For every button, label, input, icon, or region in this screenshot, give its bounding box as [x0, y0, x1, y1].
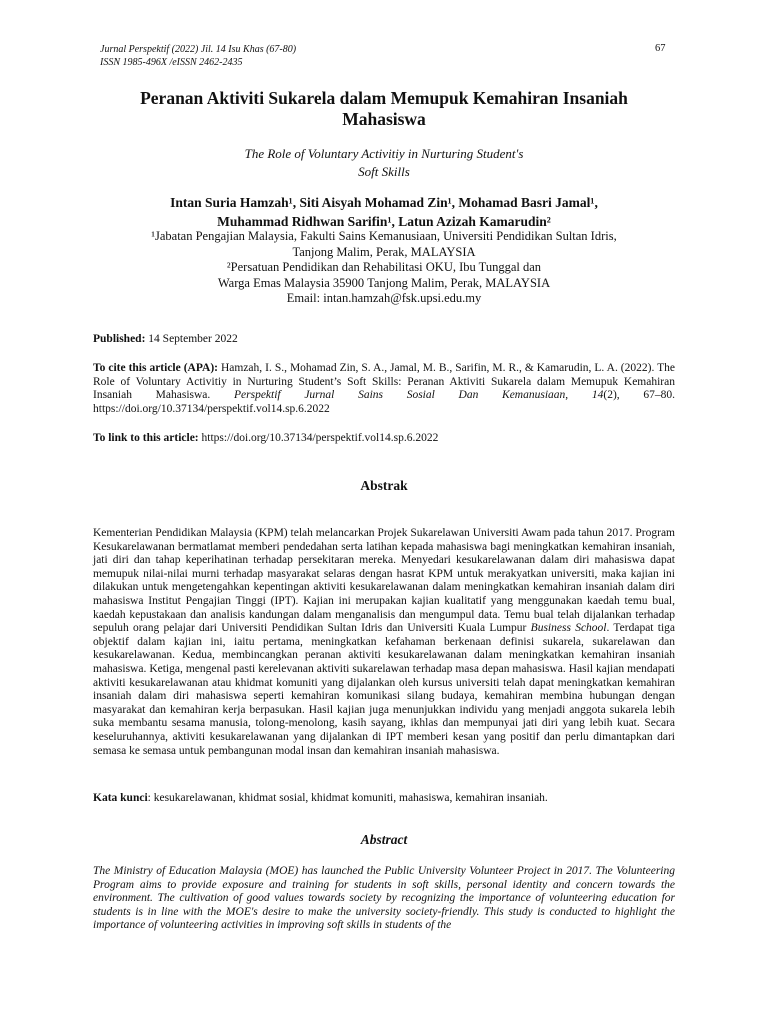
cite-separator: ,: [565, 389, 569, 401]
page-number: 67: [655, 43, 666, 54]
article-subtitle: [100, 145, 668, 181]
email-line: Email: intan.hamzah@fsk.upsi.edu.my: [286, 291, 482, 305]
abstrak-heading: Abstrak: [360, 478, 408, 493]
journal-citation-line: Jurnal Perspektif (2022) Jil. 14 Isu Khas (67-80): [100, 44, 297, 55]
link-label: To link to this article:: [93, 432, 199, 444]
subtitle-line: Soft Skills: [358, 164, 410, 179]
keywords-label: Kata kunci: [93, 792, 148, 804]
affiliations: [100, 229, 668, 307]
authors-line: Muhammad Ridhwan Sarifin¹, Latun Azizah Kamarudin²: [217, 214, 551, 229]
affiliation-line: ²Persatuan Pendidikan dan Rehabilitasi OKU, Ibu Tunggal dan: [226, 260, 542, 274]
subtitle-line: The Role of Voluntary Activitiy in Nurturing Student's: [244, 146, 524, 161]
author-list: [100, 193, 668, 231]
abstrak-text: . Terdapat tiga objektif dalam kajian ini, iaitu pertama, meningkatkan kefahaman berkenaan definisi sukarela, sukarelawan dan kesukarelawanan. Kedua, membincangkan peranan aktiviti kesukarelawanan dalam meningkatkan kemahiran insaniah mahasiswa. Ketiga, mengenal pasti kerelevanan aktiviti sukarelawan terhadap masa depan mahasiswa. Hasil kajian mendapati aktiviti kesukarelawanan atau khidmat komuniti yang dijalankan oleh kursus universiti telah dapat meningkatkan kemahiran insaniah dalam diri mahasiswa seperti kemahiran komunikasi silang budaya, kemahiran membina hubungan dengan masyarakat dan kemahiran kerja berpasukan. Hasil kajian juga menunjukkan individu yang menjadi anggota sukarela lebih suka membantu sesama manusia, tolong-menolong, kasih sayang, ikhlas dan mempunyai jati diri yang lebih kuat. Secara keseluruhannya, aktiviti kesukarelawanan yang dijalankan di IPT memberi kesan yang positif dan perlu dimantapkan dari semasa ke semasa untuk pembangunan modal insan dan kemahiran insaniah mahasiswa.: [93, 622, 676, 757]
citation-block: [93, 362, 675, 416]
article-title: Peranan Aktiviti Sukarela dalam Memupuk Kemahiran Insaniah Mahasiswa: [140, 88, 628, 129]
doi-link[interactable]: https://doi.org/10.37134/perspektif.vol14.sp.6.2022: [201, 432, 439, 444]
published-line: [93, 333, 675, 347]
abstract-heading: Abstract: [360, 832, 408, 847]
abstract-paragraph: The Ministry of Education Malaysia (MOE) has launched the Public University Volunteer Project in 2017. The Volunteering Program aims to provide exposure and training for students in soft skills, personal identity and concern towards the environment. The cultivation of good values towards society by recognizing the importance of volunteering education for students is in line with the MOE's desire to make the university society-friendly. This study is conducted to highlight the importance of volunteering activities in improving soft skills in students of the: [93, 865, 675, 932]
affiliation-line: Warga Emas Malaysia 35900 Tanjong Malim, Perak, MALAYSIA: [217, 275, 551, 290]
keywords-line: [93, 792, 675, 806]
issn-line: ISSN 1985-496X /eISSN 2462-2435: [100, 57, 243, 68]
published-label: Published:: [93, 333, 146, 345]
published-date: 14 September 2022: [148, 333, 238, 345]
abstrak-italic-term: Business School: [530, 622, 607, 635]
affiliation-line: Tanjong Malim, Perak, MALAYSIA: [292, 244, 476, 259]
authors-line: Intan Suria Hamzah¹, Siti Aisyah Mohamad Zin¹, Mohamad Basri Jamal¹,: [170, 195, 598, 210]
abstrak-paragraph: [93, 527, 675, 758]
affiliation-line: ¹Jabatan Pengajian Malaysia, Fakulti Sains Kemanusiaan, Universiti Pendidikan Sultan Idris,: [151, 229, 617, 243]
running-header: [100, 43, 680, 69]
cite-journal: Perspektif Jurnal Sains Sosial Dan Kemanusiaan: [234, 389, 566, 401]
cite-volume: 14: [591, 389, 604, 401]
cite-text: Hamzah, I. S., Mohamad Zin, S. A., Jamal, M. B., Sarifin, M. R., & Kamarudin, L. A. (2022). The Role of Voluntary Activitiy in Nurturing Student’s Soft Skills: Peranan Aktiviti Sukarela dalam Memupuk Kemahiran Insaniah Mahasiswa.: [93, 362, 675, 401]
article-link-line: [93, 432, 675, 446]
cite-label: To cite this article (APA):: [93, 362, 218, 374]
abstrak-text: Kementerian Pendidikan Malaysia (KPM) telah melancarkan Projek Sukarelawan Universiti Awam pada tahun 2017. Program Kesukarelawanan bermatlamat memberi pendedahan serta latihan kepada mahasiswa bagi meningkatkan kemahiran insaniah, jati diri dan tahap keperihatinan terhadap persekitaran mereka. Menyedari kesukarelawanan dalam diri mahasiswa dapat memupuk nilai-nilai murni terhadap masyarakat selaras dengan hasrat KPM untuk merakyatkan universiti, maka kajian ini dilakukan untuk mengetengahkan kepentingan aktiviti kesukarelawanan dalam meningkatkan kemahiran insaniah dalam diri mahasiswa Institut Pengajian Tinggi (IPT). Kajian ini merupakan kajian kualitatif yang menggunakan kaedah temu bual, kaedah kepustakaan dan analisis kandungan dalam menganalisis dan mengumpul data. Temu bual telah dijalankan terhadap sepuluh orang pelajar dari Universiti Pendidikan Sultan Idris dan Universiti Kuala Lumpur: [93, 527, 675, 635]
keywords-value: : kesukarelawanan, khidmat sosial, khidmat komuniti, mahasiswa, kemahiran insaniah.: [147, 792, 548, 804]
cite-pages-doi[interactable]: (2), 67–80. https://doi.org/10.37134/perspektif.vol14.sp.6.2022: [93, 389, 675, 415]
